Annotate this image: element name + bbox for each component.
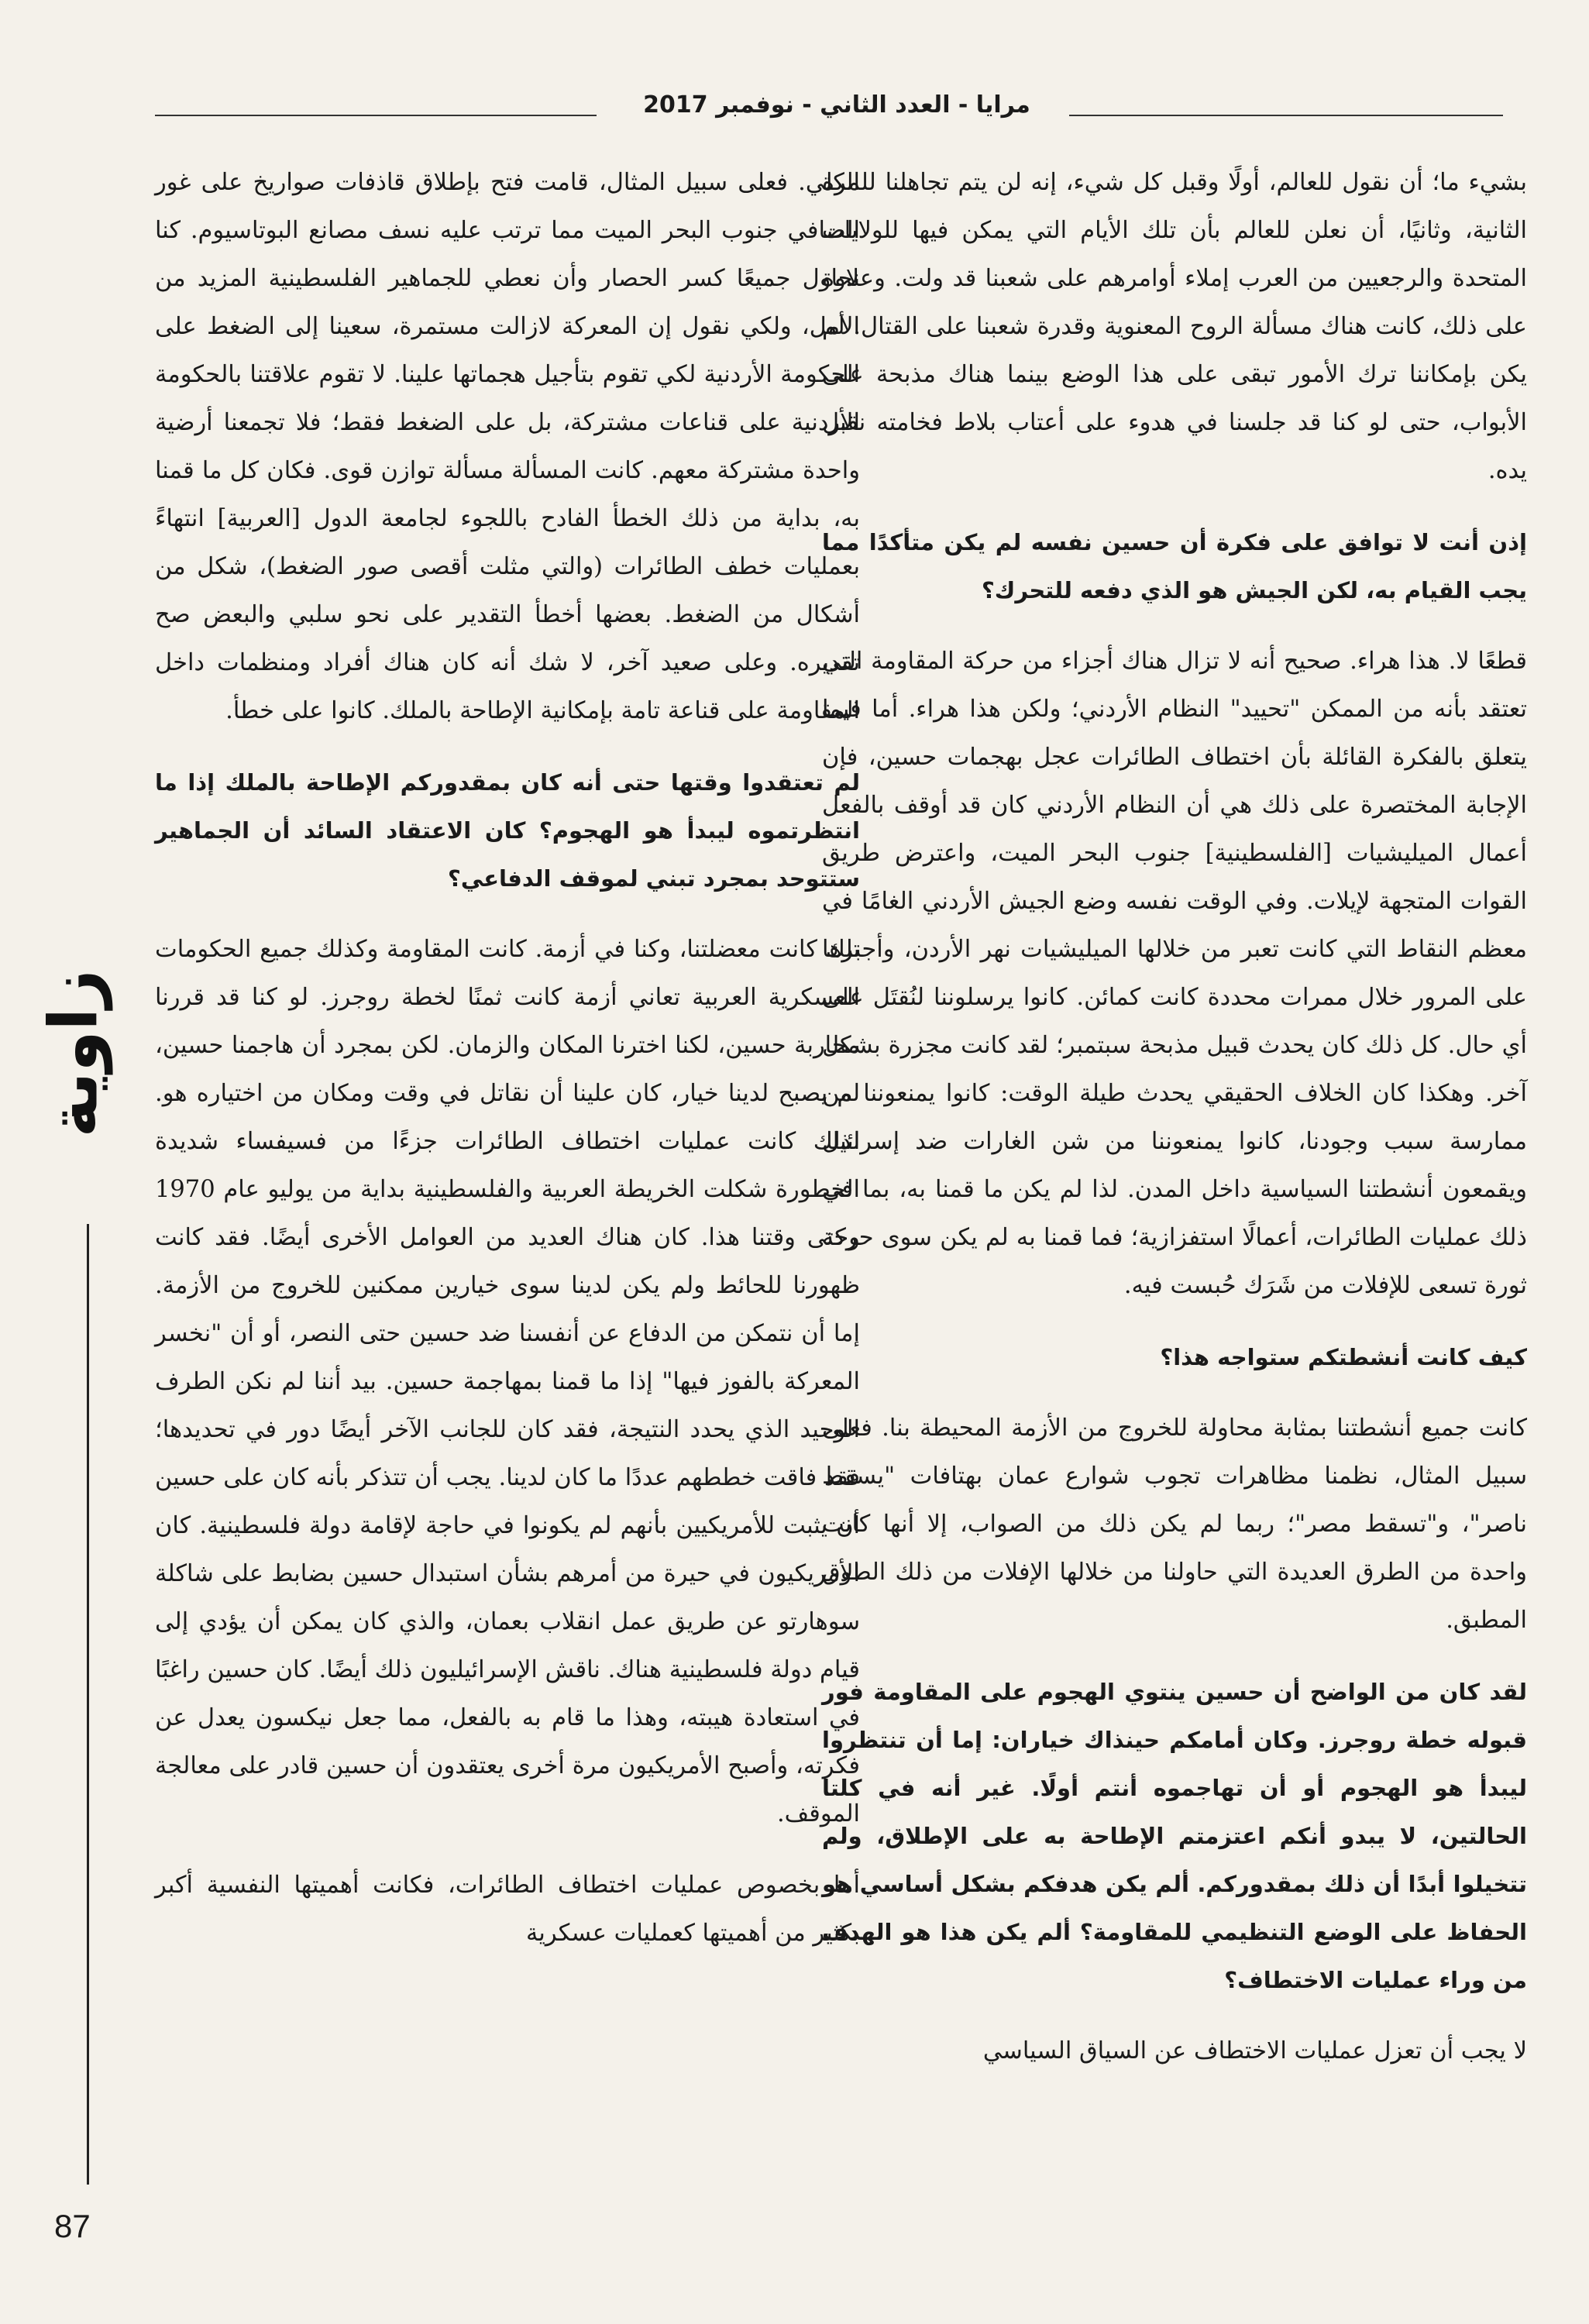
section-label [31, 914, 116, 1193]
page-header [155, 91, 1503, 146]
magazine-title: مرايا - العدد الثاني - نوفمبر 2017 [643, 91, 1030, 119]
header-rule-left [155, 115, 597, 116]
paragraph: لا يجب أن تعزل عمليات الاختطاف عن السياق السياسي [982, 2037, 1527, 2064]
interview-question: لم تعتقدوا وقتها حتى أنه كان بمقدوركم الإطاحة بالملك إذا ما انتظرتموه ليبدأ هو الهجوم؟ كان الاعتقاد السائد أن الجماهير ستتوحد بمجرد تبني لموقف الدفاعي؟ [155, 769, 860, 892]
interview-question: لقد كان من الواضح أن حسين ينتوي الهجوم على المقاومة فور قبوله خطة روجرز. وكان أمامكم حينذاك خياران: إما أن تنتظروا ليبدأ هو الهجوم أو أن تهاجموه أنتم أولًا. غير أنه في كلتا الحالتين، لا يبدو أنكم اعتزمتم الإطاحة به على الإطلاق، ولم تتخيلوا أبدًا أن ذلك بمقدوركم. ألم يكن هدفكم بشكل أساسي هو الحفاظ على الوضع التنظيمي للمقاومة؟ ألم يكن هذا هو الهدف من وراء عمليات الاختطاف؟ [822, 1679, 1527, 1993]
paragraph: الكلي. فعلى سبيل المثال، قامت فتح بإطلاق قاذفات صواريخ على غور الصافي جنوب البحر الميت مما ترتب عليه نسف مصانع البوتاسيوم. كنا نحاول جميعًا كسر الحصار وأن نعطي للجماهير الفلسطينية المزيد من الأمل، ولكي نقول إن المعركة لازالت مستمرة، سعينا إلى الضغط على الحكومة الأردنية لكي تقوم بتأجيل هجماتها علينا. لا تقوم علاقتنا بالحكومة الأردنية على قناعات مشتركة، بل على الضغط فقط؛ فلا تجمعنا أرضية واحدة مشتركة معهم. كانت المسألة مسألة توازن قوى. فكان كل ما قمنا به، بداية من ذلك الخطأ الفادح باللجوء لجامعة الدول [العربية] انتهاءً بعمليات خطف الطائرات (والتي مثلت أقصى صور الضغط)، شكل من أشكال من الضغط. بعضها أخطأ التقدير على نحو سلبي والبعض صح تقديره. وعلى صعيد آخر، لا شك أنه كان هناك أفراد ومنظمات داخل المقاومة على قناعة تامة بإمكانية الإطاحة بالملك. كانوا على خطأ. [155, 169, 860, 724]
paragraph: بشيء ما؛ أن نقول للعالم، أولًا وقبل كل شيء، إنه لن يتم تجاهلنا للمرة الثانية، وثانيًا، أن نعلن للعالم بأن تلك الأيام التي يمكن فيها للولايات المتحدة والرجعيين من العرب إملاء أوامرهم على شعبنا قد ولت. وعلاوة على ذلك، كانت هناك مسألة الروح المعنوية وقدرة شعبنا على القتال. لم يكن بإمكاننا ترك الأمور تبقى على هذا الوضع بينما هناك مذبحة على الأبواب، حتى لو كنا قد جلسنا في هدوء على أعتاب بلاط فخامته نقبل يده. [822, 169, 1528, 484]
page-number: 87 [54, 2208, 91, 2244]
paragraph: تلك كانت معضلتنا، وكنا في أزمة. كانت المقاومة وكذلك جميع الحكومات العسكرية العربية تعاني أزمة كانت ثمنًا لخطة روجرز. لو كنا قد قررنا محاربة حسين، لكنا اخترنا المكان والزمان. لكن بمجرد أن هاجمنا حسين، لم يصبح لدينا خيار، كان علينا أن نقاتل في وقت ومكان من اختياره هو. لذلك كانت عمليات اختطاف الطائرات جزءًا من فسيفساء شديدة الخطورة شكلت الخريطة العربية والفلسطينية بداية من يوليو عام 1970 وحتى وقتنا هذا. كان هناك العديد من العوامل الأخرى أيضًا. فقد كانت ظهورنا للحائط ولم يكن لدينا سوى خيارين ممكنين للخروج من الأزمة. إما أن نتمكن من الدفاع عن أنفسنا ضد حسين حتى النصر، أو أن "نخسر المعركة بالفوز فيها" إذا ما قمنا بمهاجمة حسين. بيد أننا لم نكن الطرف الوحيد الذي يحدد النتيجة، فقد كان للجانب الآخر أيضًا دور في تحديدها؛ فقد فاقت خططهم عددًا ما كان لدينا. يجب أن تتذكر بأنه كان على حسين أن يثبت للأمريكيين بأنهم لم يكونوا في حاجة لإقامة دولة فلسطينية. كان الأمريكيون في حيرة من أمرهم بشأن استبدال حسين بضابط على شاكلة سوهارتو عن طريق عمل انقلاب بعمان، والذي كان يمكن أن يؤدي إلى قيام دولة فلسطينية هناك. ناقش الإسرائيليون ذلك أيضًا. كان حسين راغبًا في استعادة هيبته، وهذا ما قام به بالفعل، مما جعل نيكسون يعدل عن فكرته، وأصبح الأمريكيون مرة أخرى يعتقدون أن حسين قادر على معالجة الموقف. [155, 936, 860, 1827]
paragraph: أما بخصوص عمليات اختطاف الطائرات، فكانت أهميتها النفسية أكبر بكثير من أهميتها كعمليات عسكرية [155, 1872, 860, 1947]
interview-question: كيف كانت أنشطتكم ستواجه هذا؟ [1160, 1344, 1527, 1370]
side-rule [87, 1224, 89, 2185]
header-rule-right [1069, 115, 1503, 116]
section-label-text: زاوية [34, 969, 112, 1138]
right-column [822, 159, 1527, 2099]
interview-question: إذن أنت لا توافق على فكرة أن حسين نفسه لم يكن متأكدًا مما يجب القيام به، لكن الجيش هو الذي دفعه للتحرك؟ [822, 529, 1527, 603]
paragraph: كانت جميع أنشطتنا بمثابة محاولة للخروج من الأزمة المحيطة بنا. فعلى سبيل المثال، نظمنا مظاهرات تجوب شوارع عمان بهتافات "يسقط ناصر"، و"تسقط مصر"؛ ربما لم يكن ذلك من الصواب، إلا أنها كانت واحدة من الطرق العديدة التي حاولنا من خلالها الإفلات من ذلك الطوق المطبق. [822, 1415, 1527, 1634]
paragraph: قطعًا لا. هذا هراء. صحيح أنه لا تزال هناك أجزاء من حركة المقاومة التي تعتقد بأنه من الممكن "تحييد" النظام الأردني؛ ولكن هذا هراء. أما فيما يتعلق بالفكرة القائلة بأن اختطاف الطائرات عجل بهجمات حسين، فإن الإجابة المختصرة على ذلك هي أن النظام الأردني كان قد أوقف بالفعل أعمال الميليشيات [الفلسطينية] جنوب البحر الميت، واعترض طريق القوات المتجهة لإيلات. وفي الوقت نفسه وضع الجيش الأردني الغامًا في معظم النقاط التي كانت تعبر من خلالها الميليشيات نهر الأردن، وأجبرها على المرور خلال ممرات محددة كانت كمائن. كانوا يرسلوننا لنُقتَل على أي حال. كل ذلك كان يحدث قبيل مذبحة سبتمبر؛ لقد كانت مجزرة بشكل آخر. وهكذا كان الخلاف الحقيقي يحدث طيلة الوقت: كانوا يمنعوننا من ممارسة سبب وجودنا، كانوا يمنعوننا من شن الغارات ضد إسرائيل ويقمعون أنشطتنا السياسية داخل المدن. لذا لم يكن ما قمنا به، بما في ذلك عمليات الطائرات، أعمالًا استفزازية؛ فما قمنا به لم يكن سوى حركة ثورة تسعى للإفلات من شَرَك حُبست فيه. [822, 648, 1527, 1299]
left-column [155, 159, 860, 1981]
